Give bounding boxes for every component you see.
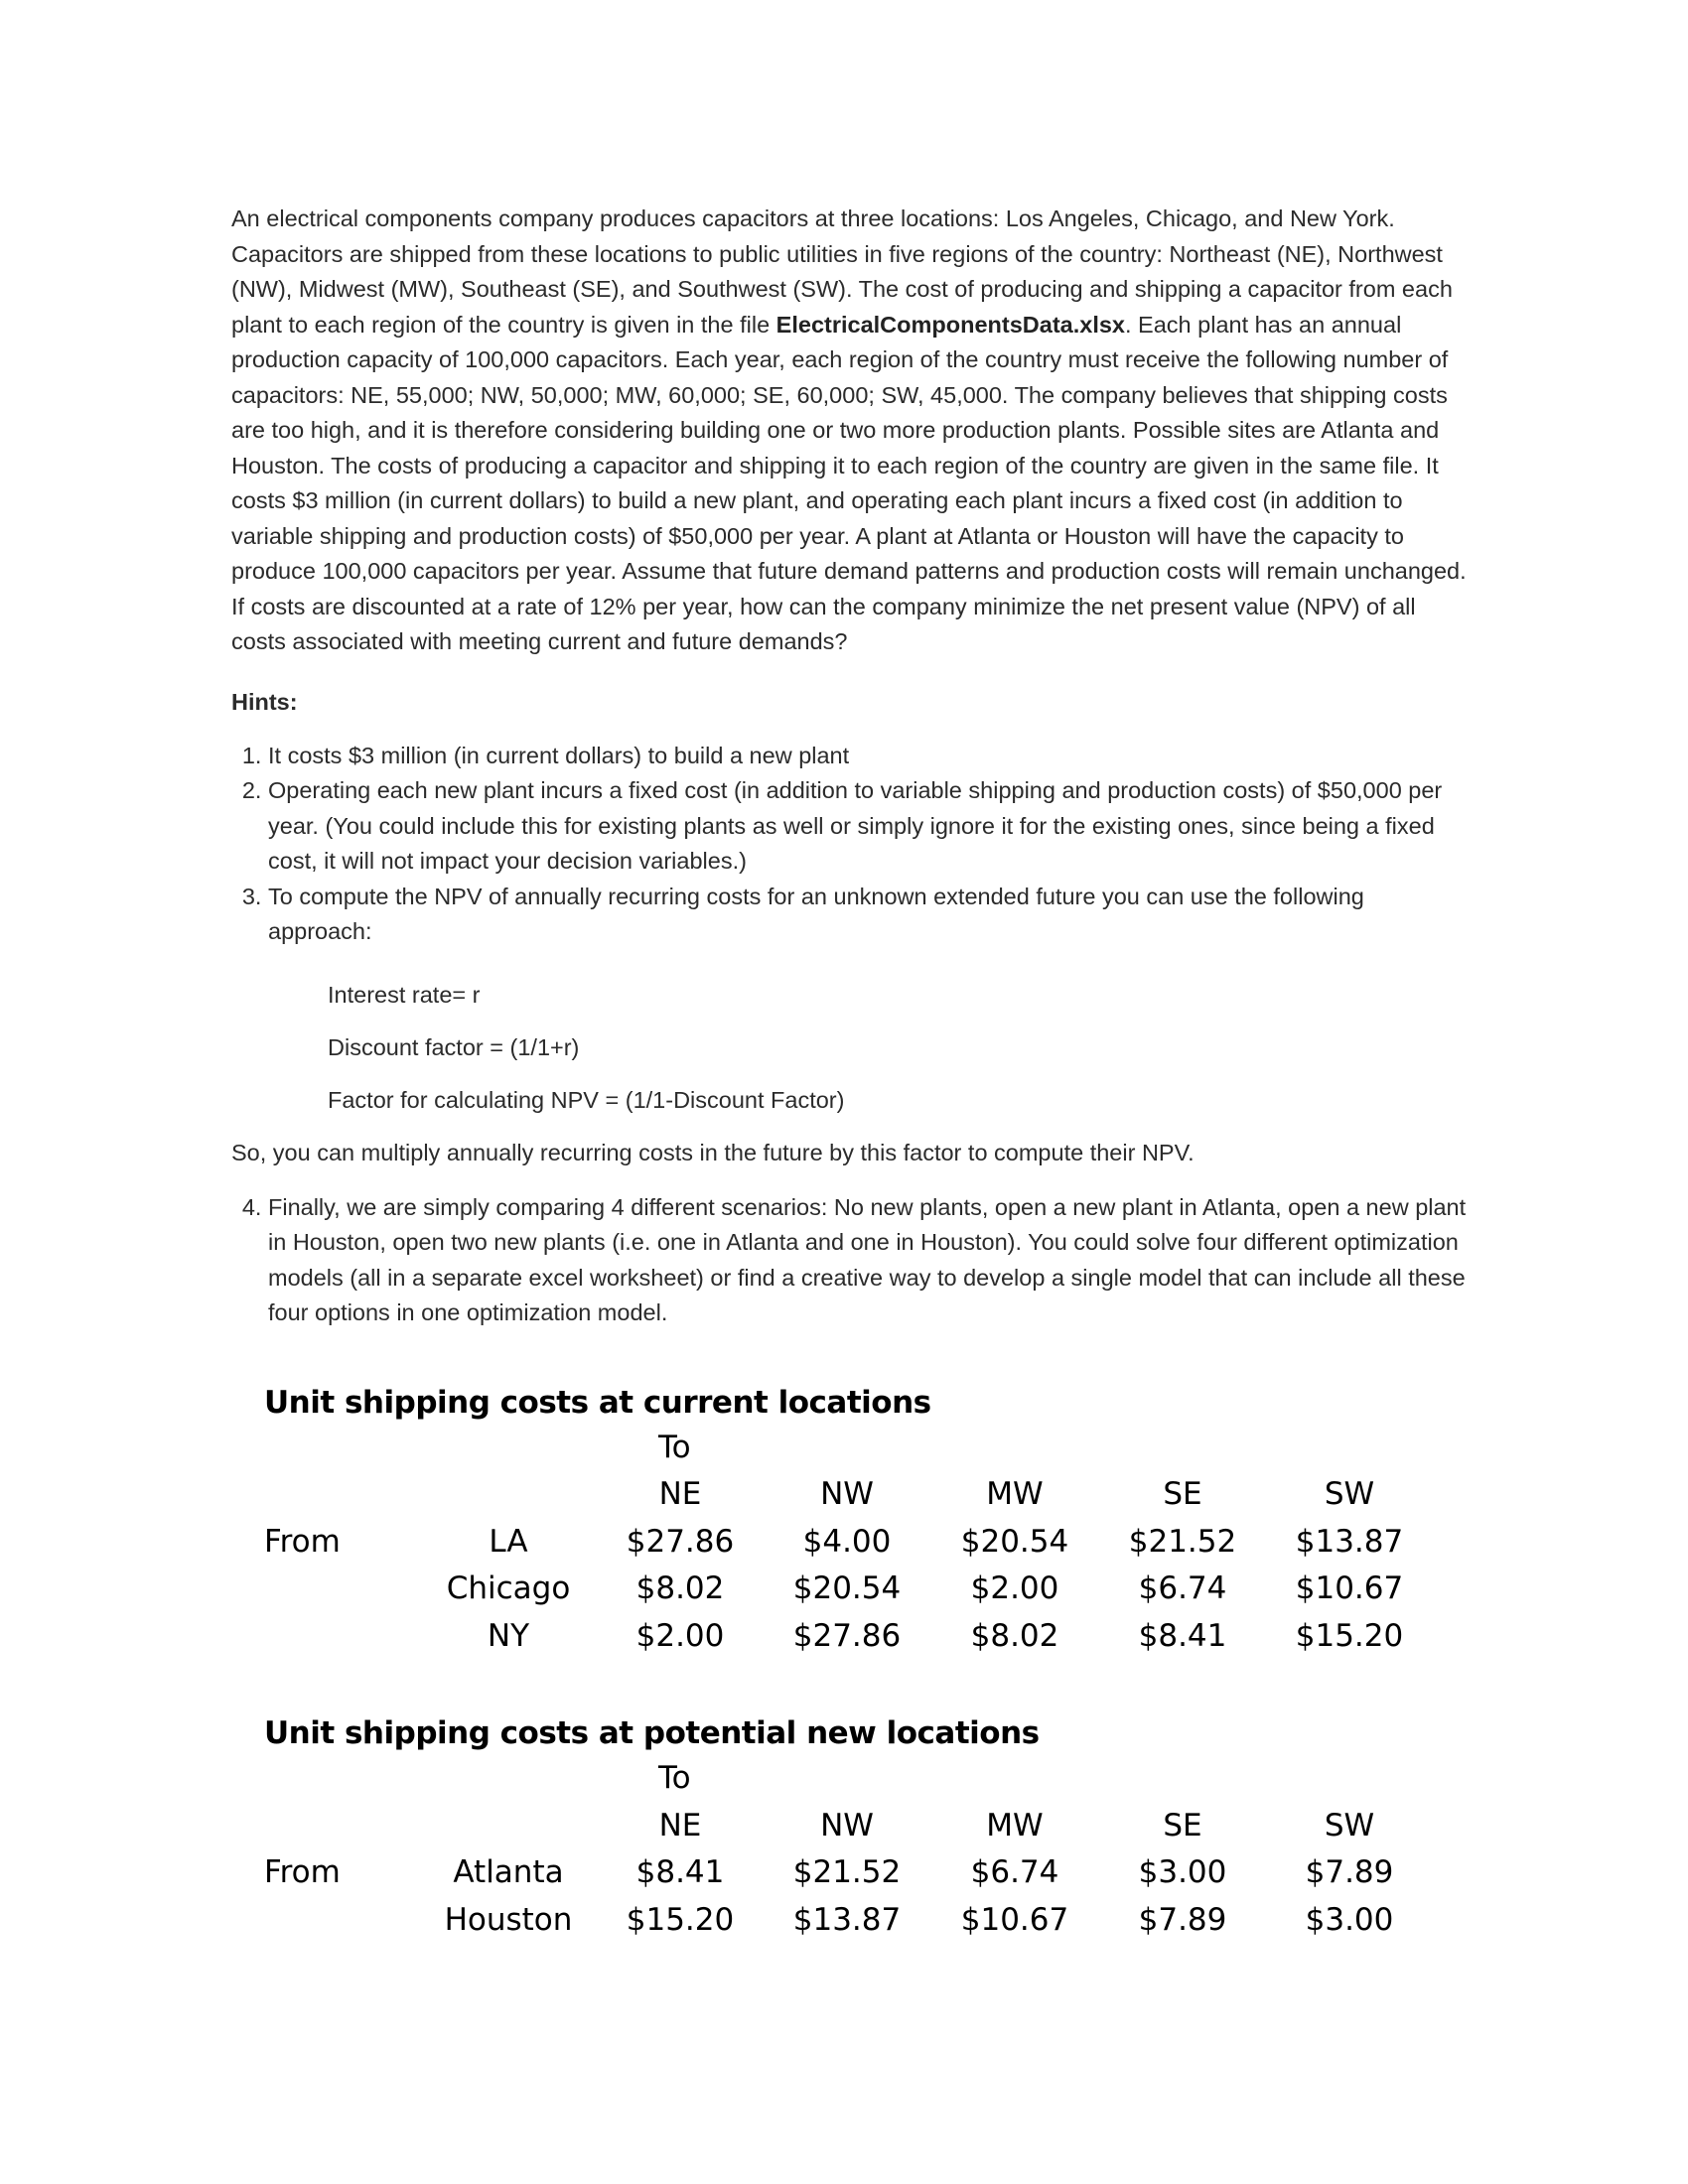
cost-cell: $7.89 bbox=[1305, 1854, 1394, 1890]
cost-cell: $8.02 bbox=[635, 1570, 725, 1606]
formula-discount-factor: Discount factor = (1/1+r) bbox=[328, 1033, 580, 1060]
cost-cell: $6.74 bbox=[1138, 1570, 1227, 1606]
column-header-se: SE bbox=[1163, 1476, 1202, 1512]
formula-interest-rate: Interest rate= r bbox=[328, 981, 481, 1008]
column-header-ne: NE bbox=[658, 1476, 702, 1512]
cost-cell: $10.67 bbox=[960, 1901, 1069, 1938]
cost-cell: $8.41 bbox=[1138, 1617, 1227, 1654]
column-header-se: SE bbox=[1163, 1807, 1202, 1843]
column-header-nw: NW bbox=[820, 1807, 874, 1843]
hint-item: 2. Operating each new plant incurs a fixed cost (in addition to variable shipping and production costs) of $50,000 per year. (You could include this for existing plants as well or simply ignore it for the existing ones, since being a fixed cost, it will not impact your decision variables.) bbox=[268, 773, 1468, 880]
table-spacer bbox=[264, 1660, 1468, 1711]
table-row bbox=[264, 1849, 1406, 1897]
cost-cell: $3.00 bbox=[1305, 1901, 1394, 1938]
hints-list bbox=[231, 739, 1468, 950]
cost-cell: $13.87 bbox=[1295, 1523, 1404, 1560]
row-origin-la: LA bbox=[489, 1523, 528, 1560]
row-origin-atlanta: Atlanta bbox=[453, 1854, 564, 1890]
intro-paragraph bbox=[231, 202, 1468, 660]
cost-cell: $15.20 bbox=[626, 1901, 735, 1938]
to-label: To bbox=[658, 1760, 691, 1796]
column-header-nw: NW bbox=[820, 1476, 874, 1512]
formula-npv-factor: Factor for calculating NPV = (1/1-Discount Factor) bbox=[328, 1086, 845, 1113]
to-row bbox=[264, 1755, 1406, 1803]
row-origin-ny: NY bbox=[487, 1617, 530, 1654]
table-row bbox=[264, 1897, 1406, 1945]
from-label: From bbox=[264, 1523, 341, 1560]
table-row bbox=[264, 1613, 1406, 1661]
npv-explanation: So, you can multiply annually recurring costs in the future by this factor to compute their NPV. bbox=[231, 1139, 1195, 1165]
cost-cell: $27.86 bbox=[792, 1617, 902, 1654]
cost-cell: $8.41 bbox=[635, 1854, 725, 1890]
hints-heading: Hints: bbox=[231, 688, 298, 715]
document-page bbox=[231, 202, 1468, 1944]
table-row bbox=[264, 1519, 1406, 1567]
to-label: To bbox=[658, 1429, 691, 1465]
cost-cell: $20.54 bbox=[792, 1570, 902, 1606]
table-row bbox=[264, 1566, 1406, 1613]
hint-item: 3. To compute the NPV of annually recurring costs for an unknown extended future you can use the following approach: bbox=[268, 880, 1468, 950]
from-label: From bbox=[264, 1854, 341, 1890]
data-filename: ElectricalComponentsData.xlsx bbox=[775, 311, 1125, 338]
to-row bbox=[264, 1425, 1406, 1472]
hint-item: 1. It costs $3 million (in current dollars) to build a new plant bbox=[268, 739, 1468, 774]
hints-list-continued bbox=[231, 1190, 1468, 1331]
new-locations-table bbox=[264, 1755, 1406, 1944]
hint-item: 4. Finally, we are simply comparing 4 different scenarios: No new plants, open a new plant in Atlanta, open a new plant in Houston, open two new plants (i.e. one in Atlanta and one in Houston). You could solve four different optimization models (all in a separate excel worksheet) or find a creative way to develop a single model that can include all these four options in one optimization model. bbox=[268, 1190, 1468, 1331]
column-header-mw: MW bbox=[986, 1807, 1044, 1843]
row-origin-chicago: Chicago bbox=[446, 1570, 571, 1606]
header-row bbox=[264, 1471, 1406, 1519]
cost-cell: $15.20 bbox=[1295, 1617, 1404, 1654]
intro-text-part1: An electrical components company produces capacitors at three locations: Los Angeles, Chicago, and New York. Capacitors are shipped from these locations to public utilities in five regions of the country: Northeast (NE), Northwest (NW), Midwest (MW), Southeast (SE), and Southwest (SW). The cost of producing and shipping a capacitor from each plant to each region of the country is given in the file bbox=[231, 205, 1453, 338]
column-header-sw: SW bbox=[1324, 1476, 1375, 1512]
current-locations-title: Unit shipping costs at current locations bbox=[264, 1384, 931, 1421]
cost-cell: $10.67 bbox=[1295, 1570, 1404, 1606]
column-header-ne: NE bbox=[658, 1807, 702, 1843]
cost-cell: $21.52 bbox=[1128, 1523, 1237, 1560]
header-row bbox=[264, 1803, 1406, 1850]
column-header-sw: SW bbox=[1324, 1807, 1375, 1843]
cost-cell: $4.00 bbox=[802, 1523, 892, 1560]
cost-cell: $6.74 bbox=[970, 1854, 1059, 1890]
row-origin-houston: Houston bbox=[444, 1901, 573, 1938]
cost-cell: $21.52 bbox=[792, 1854, 902, 1890]
cost-cell: $13.87 bbox=[792, 1901, 902, 1938]
new-locations-title: Unit shipping costs at potential new locations bbox=[264, 1715, 1040, 1751]
cost-cell: $20.54 bbox=[960, 1523, 1069, 1560]
intro-text-part2: . Each plant has an annual production capacity of 100,000 capacitors. Each year, each region of the country must receive the following number of capacitors: NE, 55,000; NW, 50,000; MW, 60,000; SE, 60,000; SW, 45,000. The company believes that shipping costs are too high, and it is therefore considering building one or two more production plants. Possible sites are Atlanta and Houston. The costs of producing a capacitor and shipping it to each region of the country are given in the same file. It costs $3 million (in current dollars) to build a new plant, and operating each plant incurs a fixed cost (in addition to variable shipping and production costs) of $50,000 per year. A plant at Atlanta or Houston will have the capacity to produce 100,000 capacitors per year. Assume that future demand patterns and production costs will remain unchanged. If costs are discounted at a rate of 12% per year, how can the company minimize the net present value (NPV) of all costs associated with meeting current and future demands? bbox=[231, 311, 1467, 654]
column-header-mw: MW bbox=[986, 1476, 1044, 1512]
cost-cell: $7.89 bbox=[1138, 1901, 1227, 1938]
current-locations-table bbox=[264, 1425, 1406, 1661]
cost-cell: $2.00 bbox=[970, 1570, 1059, 1606]
cost-cell: $2.00 bbox=[635, 1617, 725, 1654]
cost-cell: $8.02 bbox=[970, 1617, 1059, 1654]
cost-cell: $27.86 bbox=[626, 1523, 735, 1560]
cost-cell: $3.00 bbox=[1138, 1854, 1227, 1890]
shipping-cost-tables bbox=[264, 1381, 1468, 1945]
